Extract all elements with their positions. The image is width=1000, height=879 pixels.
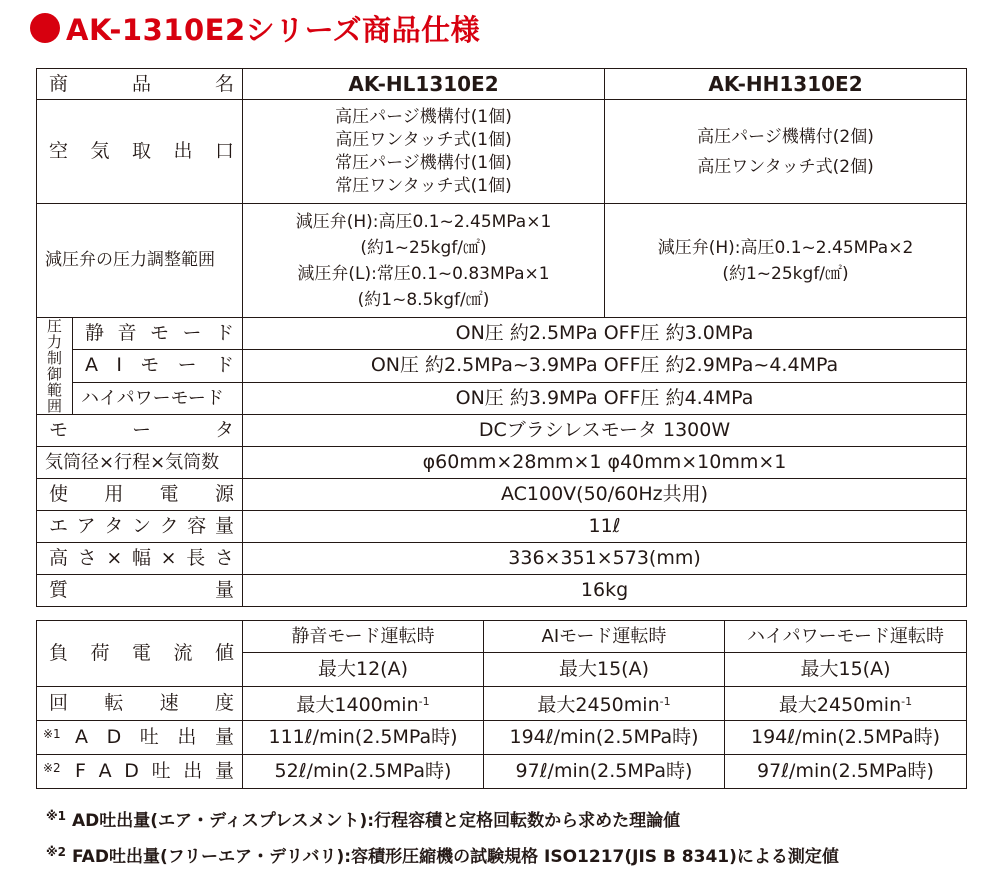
footnote-text: AD吐出量(エア・ディスプレスメント):行程容積と定格回転数から求めた理論値 <box>72 811 681 831</box>
rotation-value: 最大2450min <box>778 694 902 716</box>
label-char: 速 <box>159 692 179 714</box>
cylinder-value: φ60mm×28mm×1 φ40mm×10mm×1 <box>243 447 967 479</box>
label-char: 静 <box>85 322 105 345</box>
cell-line: 常圧パージ機構付(1個) <box>335 152 512 173</box>
label-char: × <box>106 547 123 569</box>
label-char: 音 <box>117 322 137 345</box>
footnote-mark: ※1 <box>46 809 67 823</box>
fad-value: 97ℓ/min(2.5MPa時) <box>725 755 967 789</box>
row-label <box>37 642 242 665</box>
label-char: 転 <box>104 692 124 714</box>
label-char: エ <box>49 515 69 537</box>
ai-mode-value: ON圧 約2.5MPa~3.9MPa OFF圧 約2.9MPa~4.4MPa <box>243 350 967 382</box>
label-char: ア <box>76 515 96 537</box>
label-char: A <box>75 726 88 748</box>
label-char: 量 <box>214 760 234 782</box>
label-char: 回 <box>49 692 69 714</box>
pressure-range-hh <box>605 204 967 318</box>
label-char: ク <box>159 515 179 537</box>
table-row <box>37 415 967 447</box>
label-char: ド <box>214 354 234 377</box>
air-outlet-hl <box>243 100 605 204</box>
row-label <box>37 73 242 96</box>
label-char: ー <box>182 322 202 345</box>
label-char: I <box>116 354 122 377</box>
label-char: 荷 <box>90 642 110 664</box>
label-char: 長 <box>186 547 206 569</box>
load-current-value: 最大12(A) <box>243 653 484 687</box>
footnote-mark: ※2 <box>46 845 67 859</box>
label-char: ー <box>132 419 152 441</box>
label-char: 商 <box>49 72 69 95</box>
label-char: 値 <box>214 642 234 664</box>
table-row <box>37 575 967 607</box>
label-char: 出 <box>173 140 193 162</box>
row-label <box>37 483 242 506</box>
label-char: 吐 <box>139 726 159 748</box>
row-label <box>37 579 242 602</box>
label-char: F <box>75 760 86 782</box>
weight-value: 16kg <box>243 575 967 607</box>
label-char: 口 <box>215 140 235 162</box>
mode-header: ハイパワーモード運転時 <box>725 621 967 653</box>
unit-superscript: -1 <box>659 695 671 708</box>
label-char: ン <box>131 515 151 537</box>
table-row <box>37 382 967 414</box>
table-row <box>37 621 967 653</box>
quiet-mode-value: ON圧 約2.5MPa OFF圧 約3.0MPa <box>243 318 967 350</box>
table-row <box>37 755 967 789</box>
pressure-range-hl <box>243 204 605 318</box>
load-current-value: 最大15(A) <box>484 653 725 687</box>
label-char: 質 <box>49 579 69 601</box>
label-char: 量 <box>214 726 234 748</box>
unit-superscript: -1 <box>901 695 913 708</box>
label-char: 容 <box>187 515 207 537</box>
cell-line: 高圧ワンタッチ式(1個) <box>335 129 512 150</box>
label-char: 出 <box>177 726 197 748</box>
unit-superscript: -1 <box>418 695 430 708</box>
rotation-value: 最大2450min <box>537 694 660 716</box>
table-row <box>37 100 967 204</box>
cell-line: 御 <box>46 365 62 383</box>
label-char: 出 <box>183 760 203 782</box>
table-row <box>37 69 967 100</box>
table-row <box>37 511 967 543</box>
model-name-hh: AK-HH1310E2 <box>605 69 967 100</box>
cell-line: (約1~8.5kgf/㎠) <box>357 289 490 310</box>
pressure-control-group-label <box>37 318 73 415</box>
row-label <box>73 322 242 345</box>
cell-line: 圧 <box>46 317 62 335</box>
label-char: モ <box>49 419 69 441</box>
dimensions-value: 336×351×573(mm) <box>243 543 967 575</box>
label-char: 高 <box>49 547 69 569</box>
row-label <box>37 515 242 538</box>
label-char: 吐 <box>151 760 171 782</box>
label-char: 度 <box>214 692 234 714</box>
label-char: 品 <box>132 72 152 95</box>
page-title-text: AK-1310E2シリーズ商品仕様 <box>66 12 481 47</box>
label-char: 源 <box>214 483 234 505</box>
label-char: ド <box>215 322 235 345</box>
cell-line: 囲 <box>46 397 62 415</box>
row-label <box>37 140 242 163</box>
label-char: A <box>85 354 98 377</box>
table-row <box>37 543 967 575</box>
footnote-mark: ※2 <box>43 761 61 775</box>
cell-line: 高圧ワンタッチ式(2個) <box>697 156 874 177</box>
tank-capacity-value: 11ℓ <box>243 511 967 543</box>
label-char: D <box>124 760 139 782</box>
label-char: ー <box>177 354 197 377</box>
row-label <box>37 547 242 570</box>
cell-line: 常圧ワンタッチ式(1個) <box>335 175 512 196</box>
table-row <box>37 687 967 721</box>
fad-value: 52ℓ/min(2.5MPa時) <box>243 755 484 789</box>
label-char: 量 <box>215 579 235 601</box>
page-title <box>30 8 480 48</box>
model-name-hl: AK-HL1310E2 <box>243 69 605 100</box>
label-char: 流 <box>173 642 193 664</box>
cell-line: 力 <box>46 333 62 351</box>
label-char: タ <box>104 515 124 537</box>
label-char: 空 <box>49 140 69 162</box>
rotation-value: 最大1400min <box>296 694 419 716</box>
label-char: 気 <box>90 140 110 162</box>
cell-line: 範 <box>46 381 62 399</box>
label-char: 用 <box>104 483 124 505</box>
cell-line: (約1~25kgf/㎠) <box>722 263 849 284</box>
table-row <box>37 479 967 511</box>
label-char: タ <box>215 419 235 441</box>
footnote-text: FAD吐出量(フリーエア・デリバリ):容積形圧縮機の試験規格 ISO1217(JIS B 8341)による測定値 <box>72 847 839 867</box>
row-label: 減圧弁の圧力調整範囲 <box>37 204 243 318</box>
label-char: 使 <box>49 483 69 505</box>
table-row <box>37 350 967 382</box>
mode-header: AIモード運転時 <box>484 621 725 653</box>
row-label <box>37 692 242 715</box>
row-label <box>73 354 242 377</box>
fad-value: 97ℓ/min(2.5MPa時) <box>484 755 725 789</box>
label-char: 幅 <box>131 547 151 569</box>
label-char: さ <box>77 547 97 569</box>
table-row <box>37 721 967 755</box>
cell-line: 減圧弁(H):高圧0.1~2.45MPa×2 <box>657 237 914 258</box>
label-char: 電 <box>131 642 151 664</box>
air-outlet-hh <box>605 100 967 204</box>
label-char: A <box>98 760 112 782</box>
table-row <box>37 318 967 350</box>
label-char: さ <box>214 547 234 569</box>
label-char: モ <box>140 354 160 377</box>
row-label <box>37 726 242 749</box>
cell-line: 高圧パージ機構付(2個) <box>697 126 874 147</box>
row-label: ハイパワーモード <box>73 382 243 414</box>
ad-value: 194ℓ/min(2.5MPa時) <box>484 721 725 755</box>
cell-line: 減圧弁(L):常圧0.1~0.83MPa×1 <box>297 263 550 284</box>
cell-line: (約1~25kgf/㎠) <box>360 237 487 258</box>
label-char: 量 <box>214 515 234 537</box>
label-char: モ <box>150 322 170 345</box>
label-char: 負 <box>49 642 69 664</box>
mode-header: 静音モード運転時 <box>243 621 484 653</box>
performance-table <box>36 620 967 789</box>
table-row <box>37 204 967 318</box>
high-power-mode-value: ON圧 約3.9MPa OFF圧 約4.4MPa <box>243 382 967 414</box>
power-supply-value: AC100V(50/60Hz共用) <box>243 479 967 511</box>
ad-value: 111ℓ/min(2.5MPa時) <box>243 721 484 755</box>
label-char: D <box>106 726 122 748</box>
footnote-mark: ※1 <box>43 727 61 741</box>
label-char: 取 <box>132 140 152 162</box>
row-label: 気筒径×行程×気筒数 <box>37 447 243 479</box>
ad-value: 194ℓ/min(2.5MPa時) <box>725 721 967 755</box>
cell-line: 制 <box>46 349 62 367</box>
cell-line: 高圧パージ機構付(1個) <box>335 106 512 127</box>
footnote <box>46 806 680 831</box>
table-row <box>37 447 967 479</box>
footnote <box>46 842 839 867</box>
load-current-value: 最大15(A) <box>725 653 967 687</box>
label-char: × <box>160 547 177 569</box>
bullet-dot-icon <box>30 13 60 43</box>
label-char: 名 <box>215 72 235 95</box>
label-char: 電 <box>159 483 179 505</box>
spec-table <box>36 68 967 607</box>
row-label <box>37 760 242 783</box>
cell-line: 減圧弁(H):高圧0.1~2.45MPa×1 <box>295 211 552 232</box>
motor-value: DCブラシレスモータ 1300W <box>243 415 967 447</box>
row-label <box>37 419 242 442</box>
